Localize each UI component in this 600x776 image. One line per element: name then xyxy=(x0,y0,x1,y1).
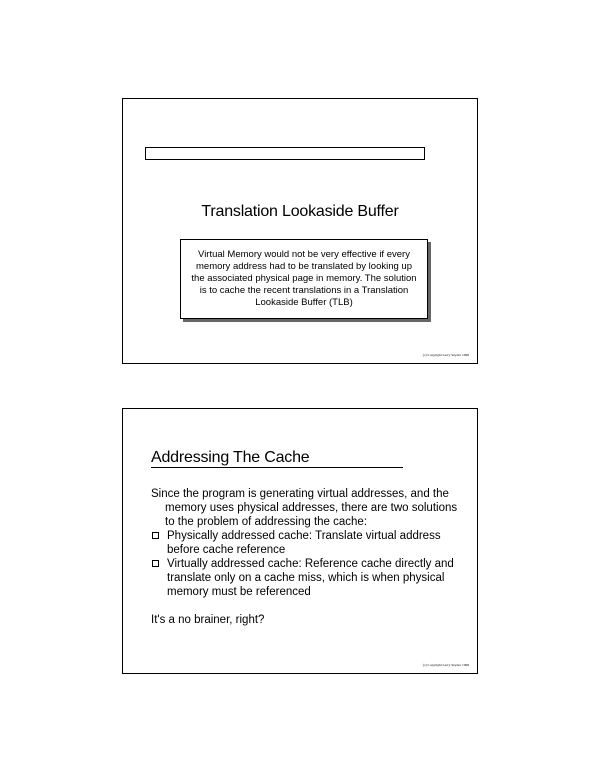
copyright-note: (c) Copyright Larry Snyder 1998 xyxy=(422,663,469,667)
slide-title: Addressing The Cache xyxy=(151,449,310,466)
callout-line: Lookaside Buffer (TLB) xyxy=(255,297,353,308)
callout-line: memory address had to be translated by looking up xyxy=(196,261,412,272)
slide-body xyxy=(151,487,461,627)
callout-line: the associated physical page in memory. The solution xyxy=(191,273,417,284)
slide-addressing-cache xyxy=(122,408,478,674)
title-underline xyxy=(151,467,403,468)
callout-line: is to cache the recent translations in a Translation xyxy=(199,285,409,296)
checkbox-bullet-icon xyxy=(152,532,159,539)
callout-line: Virtual Memory would not be very effective if every xyxy=(198,249,410,260)
callout-box xyxy=(180,239,428,319)
title-placeholder-bar xyxy=(145,147,425,160)
intro-paragraph: Since the program is generating virtual addresses, and the memory uses physical addresses, there are two solutions to the problem of addressing the cache: xyxy=(151,488,458,528)
bullet-text: Physically addressed cache: Translate virtual address before cache reference xyxy=(167,530,441,556)
bullet-item xyxy=(151,529,461,557)
spacer xyxy=(151,599,461,613)
slide-title: Translation Lookaside Buffer xyxy=(201,203,399,220)
closing-line: It's a no brainer, right? xyxy=(151,614,265,626)
copyright-note: (c) Copyright Larry Snyder 1998 xyxy=(422,353,469,357)
slide-tlb xyxy=(122,98,478,364)
checkbox-bullet-icon xyxy=(152,560,159,567)
bullet-text: Virtually addressed cache: Reference cache directly and translate only on a cache miss, which is when physical memory must be referenced xyxy=(167,558,454,598)
bullet-item xyxy=(151,557,461,599)
